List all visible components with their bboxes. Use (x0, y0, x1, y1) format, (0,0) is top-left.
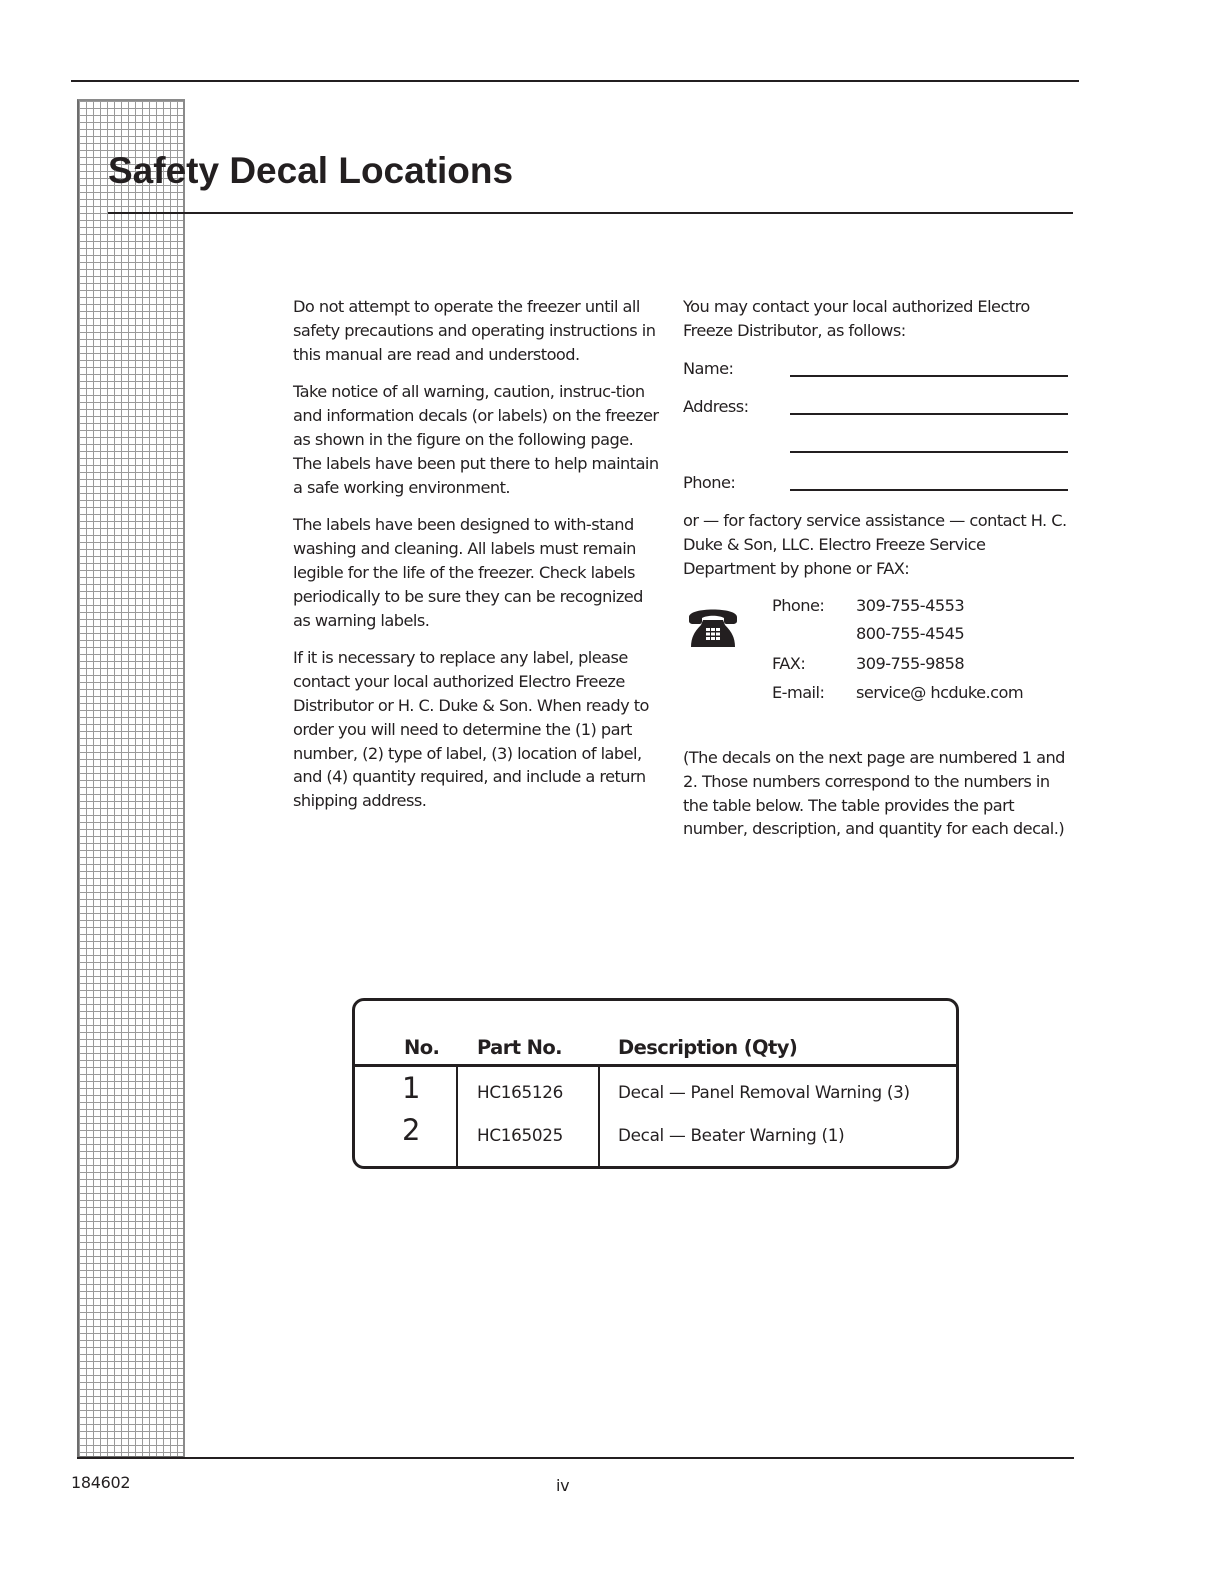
table-row-1-no: 1 (402, 1071, 421, 1105)
top-rule (71, 80, 1079, 82)
table-row-2-part-no: HC165025 (477, 1125, 563, 1145)
page-title: Safety Decal Locations (108, 150, 514, 191)
telephone-icon (685, 603, 741, 647)
table-header-description: Description (Qty) (618, 1036, 798, 1059)
decal-numbering-note: (The decals on the next page are numbered 1 and 2. Those numbers correspond to the numbers in the table below. The table provides the part number, description, and quantity for each decal.) (683, 748, 1065, 839)
table-row-1-part-no: HC165126 (477, 1082, 563, 1102)
page-number: iv (556, 1476, 570, 1495)
table-col-divider-2 (598, 1066, 600, 1167)
paragraph-replace-label: If it is necessary to replace any label, please contact your local authorized Electro Freeze Distributor or H. C. Duke & Son. When ready to order you will need to determine the (1) part number, (2) type of label, (3) location of label, and (4) quantity required, and include a return shipping address. (293, 648, 649, 811)
name-label: Name: (683, 359, 734, 378)
factory-service-text: or — for factory service assistance — contact H. C. Duke & Son, LLC. Electro Freeze Service Department by phone or FAX: (683, 511, 1067, 578)
table-col-divider-1 (456, 1066, 458, 1167)
bottom-rule (77, 1457, 1074, 1459)
table-header-no: No. (404, 1036, 440, 1059)
factory-phone-label: Phone: (772, 596, 825, 615)
factory-fax-label: FAX: (772, 654, 806, 673)
grid-sidebar-decoration (77, 99, 185, 1458)
factory-phone-1[interactable]: 309-755-4553 (856, 596, 965, 615)
factory-email[interactable]: service@ hcduke.com (856, 683, 1024, 702)
table-row-2-description: Decal — Beater Warning (1) (618, 1125, 845, 1145)
table-row-1-description: Decal — Panel Removal Warning (3) (618, 1082, 910, 1102)
table-row-2-no: 2 (402, 1113, 421, 1147)
table-header-part-no: Part No. (477, 1036, 562, 1059)
name-field[interactable] (790, 375, 1068, 377)
distributor-intro: You may contact your local authorized Electro Freeze Distributor, as follows: (683, 297, 1030, 340)
title-underline (108, 212, 1073, 214)
phone-field[interactable] (790, 489, 1068, 491)
document-number: 184602 (71, 1473, 131, 1492)
instructions-column (293, 295, 663, 827)
address-field-line-1[interactable] (790, 413, 1068, 415)
table-header-rule (354, 1064, 957, 1067)
factory-phone-2[interactable]: 800-755-4545 (856, 624, 965, 643)
paragraph-label-durability: The labels have been designed to with-stand washing and cleaning. All labels must remain legible for the life of the freezer. Check labels periodically to be sure they can be recognized as warning labels. (293, 515, 643, 630)
address-field-line-2[interactable] (790, 451, 1068, 453)
phone-label: Phone: (683, 473, 736, 492)
factory-email-label: E-mail: (772, 683, 825, 702)
paragraph-notice-decals: Take notice of all warning, caution, instruc-tion and information decals (or labels) on the freezer as shown in the figure on the following page. The labels have been put there to help maintain a safe working environment. (293, 382, 659, 497)
factory-fax[interactable]: 309-755-9858 (856, 654, 965, 673)
address-label: Address: (683, 397, 749, 416)
paragraph-operate-warning: Do not attempt to operate the freezer until all safety precautions and operating instructions in this manual are read and understood. (293, 297, 656, 364)
